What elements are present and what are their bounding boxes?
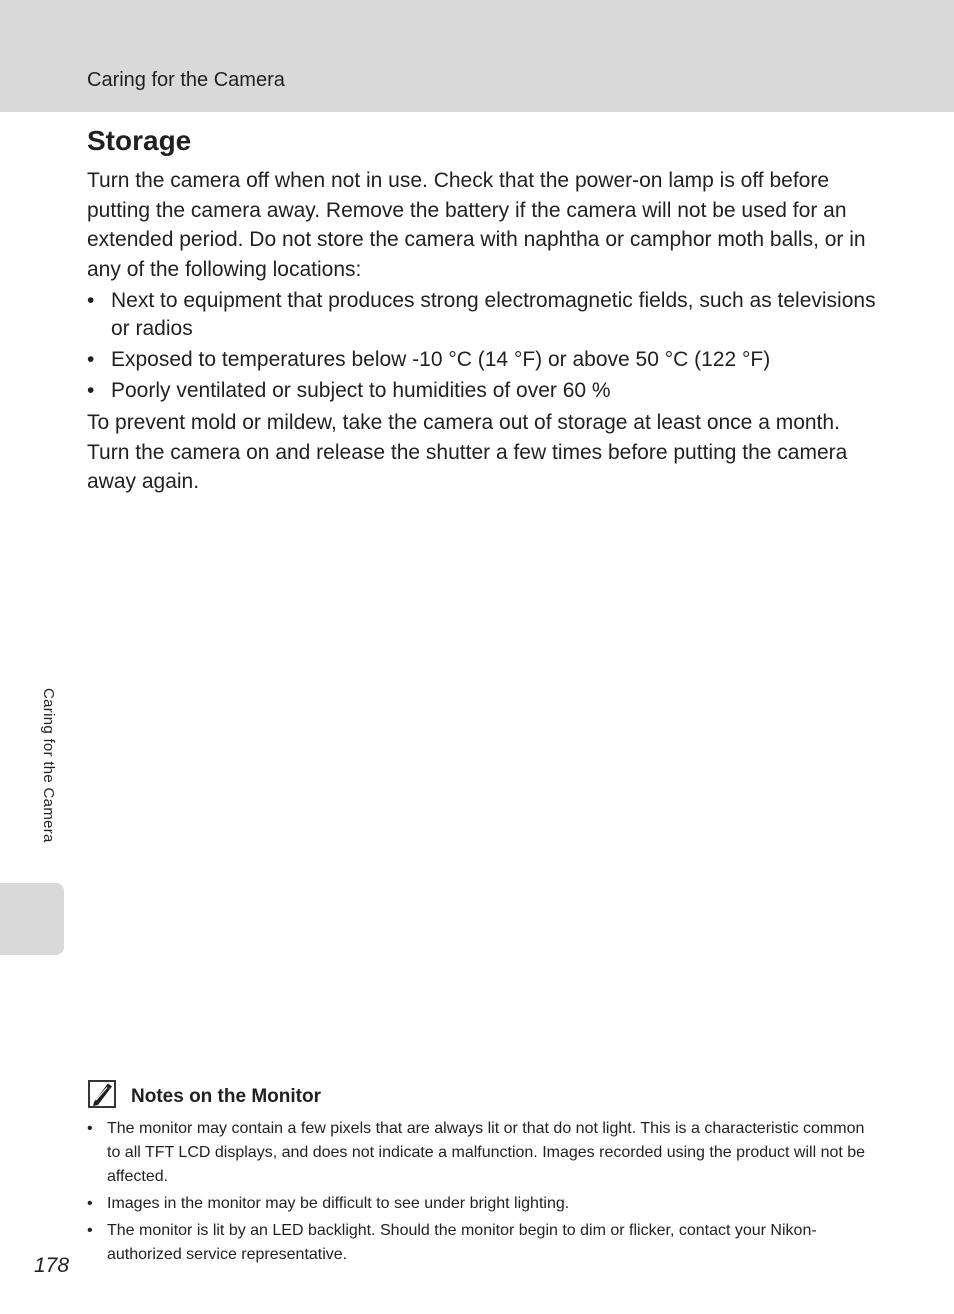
note-list	[87, 1117, 877, 1270]
running-header: Caring for the Camera	[87, 69, 285, 91]
bullet-icon: •	[87, 348, 95, 371]
bullet-icon: •	[87, 379, 95, 402]
pencil-note-icon	[88, 1080, 116, 1108]
list-item: • Poorly ventilated or subject to humidities of over 60 %	[87, 377, 877, 405]
bullet-icon: •	[87, 1222, 93, 1239]
list-item: • Next to equipment that produces strong electromagnetic fields, such as televisions or radios	[87, 289, 876, 340]
list-item: • Exposed to temperatures below -10 °C (14 °F) or above 50 °C (122 °F)	[87, 346, 877, 374]
page-number: 178	[34, 1254, 70, 1277]
intro-paragraph: Turn the camera off when not in use. Check that the power-on lamp is off before putting the camera away. Remove the battery if the camera will not be used for an extended period. Do not store the camera with naphtha or camphor moth balls, or in any of the following locations:	[87, 169, 866, 281]
side-tab	[0, 883, 64, 955]
bullet-icon: •	[87, 1120, 93, 1137]
header-band	[0, 0, 954, 112]
bullet-icon: •	[87, 1195, 93, 1212]
bullet-icon: •	[87, 289, 95, 312]
list-item: • The monitor is lit by an LED backlight. Should the monitor begin to dim or flicker, contact your Nikon-authorized service representative.	[87, 1219, 877, 1267]
side-tab-label: Caring for the Camera	[40, 688, 57, 843]
list-item: • Images in the monitor may be difficult to see under bright lighting.	[87, 1192, 877, 1216]
closing-paragraph: To prevent mold or mildew, take the camera out of storage at least once a month. Turn the camera on and release the shutter a few times before putting the camera away again.	[87, 411, 848, 493]
list-item: • The monitor may contain a few pixels that are always lit or that do not light. This is a characteristic common to all TFT LCD displays, and does not indicate a malfunction. Images recorded using the product will not be affected.	[87, 1117, 877, 1189]
note-title: Notes on the Monitor	[131, 1086, 321, 1107]
section-title: Storage	[87, 125, 192, 156]
storage-locations-list	[87, 287, 877, 408]
